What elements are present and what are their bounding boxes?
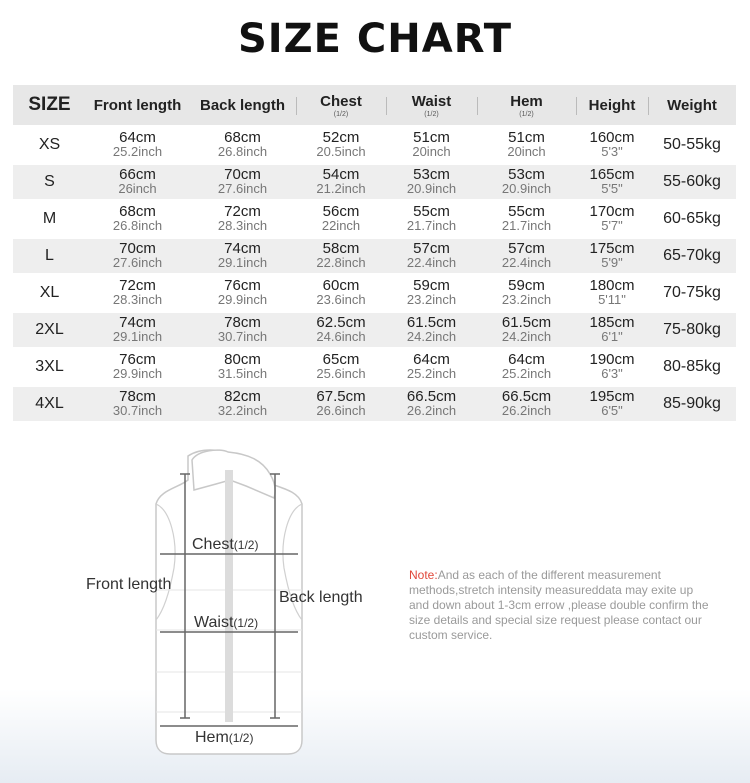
cm-value: 70cm	[119, 240, 156, 257]
table-row	[13, 165, 736, 199]
note-key: Note:	[409, 568, 438, 582]
inch-value: 25.2inch	[406, 366, 457, 381]
cm-value: 70cm	[224, 166, 261, 183]
cm-value: 78cm	[119, 388, 156, 405]
cm-value: 74cm	[119, 314, 156, 331]
inch-value: 23.6inch	[316, 292, 366, 307]
header-back-length: Back length	[189, 85, 296, 125]
cm-value: 76cm	[224, 277, 261, 294]
waist-label-text: Waist	[194, 614, 234, 631]
inch-value: 25.2inch	[501, 366, 552, 381]
inch-value: 26.2inch	[501, 403, 552, 418]
front-length-cell	[86, 165, 189, 199]
front-length-cell	[86, 387, 189, 421]
inch-value: 21.7inch	[406, 218, 457, 233]
feet-value: 5'3"	[601, 144, 623, 159]
chest-cell	[296, 128, 386, 162]
size-cell: XS	[38, 136, 61, 153]
feet-value: 6'1"	[601, 329, 623, 344]
height-cell	[576, 387, 648, 421]
table-row	[13, 387, 736, 421]
inch-value: 21.7inch	[501, 218, 552, 233]
hem-cell	[477, 313, 576, 347]
table-row	[13, 313, 736, 347]
inch-value: 29.9inch	[217, 292, 268, 307]
front-length-cell	[86, 239, 189, 273]
header-hem-sub: (1/2)	[519, 110, 534, 118]
cm-value: 57cm	[413, 240, 450, 257]
cm-value: 68cm	[119, 203, 156, 220]
front-length-cell	[86, 128, 189, 162]
cm-value: 51cm	[413, 129, 450, 146]
cm-value: 53cm	[413, 166, 450, 183]
inch-value: 20.5inch	[316, 144, 366, 159]
inch-value: 22.8inch	[316, 255, 366, 270]
back-length-cell	[189, 128, 296, 162]
cm-value: 61.5cm	[501, 314, 552, 331]
inch-value: 24.2inch	[501, 329, 552, 344]
cm-value: 72cm	[224, 203, 261, 220]
cm-value: 64cm	[119, 129, 156, 146]
table-row	[13, 239, 736, 273]
cm-value: 66.5cm	[406, 388, 457, 405]
inch-value: 29.1inch	[217, 255, 268, 270]
front-length-cell	[86, 313, 189, 347]
cm-value: 82cm	[224, 388, 261, 405]
height-cell	[576, 239, 648, 273]
chest-cell	[296, 350, 386, 384]
back-length-cell	[189, 276, 296, 310]
chest-label-half: (1/2)	[233, 538, 259, 552]
cm-value: 62.5cm	[316, 314, 366, 331]
inch-value: 22.4inch	[501, 255, 552, 270]
cm-value: 68cm	[224, 129, 261, 146]
back-length-cell	[189, 387, 296, 421]
waist-cell	[386, 350, 477, 384]
inch-value: 21.2inch	[316, 181, 366, 196]
header-height: Height	[576, 85, 648, 125]
inch-value: 30.7inch	[217, 329, 268, 344]
weight-cell: 60-65kg	[663, 210, 721, 227]
cm-value: 185cm	[589, 314, 635, 331]
cm-value: 78cm	[224, 314, 261, 331]
cm-value: 195cm	[589, 388, 635, 405]
hem-cell	[477, 387, 576, 421]
front-length-label: Front length	[86, 576, 172, 593]
hem-label	[195, 729, 253, 747]
header-waist	[386, 85, 477, 125]
feet-value: 5'11"	[598, 292, 626, 307]
inch-value: 20inch	[412, 144, 451, 159]
inch-value: 32.2inch	[217, 403, 268, 418]
cm-value: 54cm	[322, 166, 360, 183]
cm-value: 175cm	[589, 240, 635, 257]
back-length-cell	[189, 313, 296, 347]
feet-value: 5'9"	[601, 255, 623, 270]
cm-value: 59cm	[413, 277, 450, 294]
cm-value: 170cm	[589, 203, 635, 220]
hem-cell	[477, 128, 576, 162]
cm-value: 67.5cm	[316, 388, 366, 405]
size-cell: 2XL	[13, 313, 86, 347]
cm-value: 55cm	[508, 203, 545, 220]
header-front-length: Front length	[86, 85, 189, 125]
cm-value: 60cm	[322, 277, 360, 294]
back-length-cell	[189, 202, 296, 236]
height-cell	[576, 165, 648, 199]
hem-label-text: Hem	[195, 729, 229, 746]
waist-cell	[386, 165, 477, 199]
inch-value: 27.6inch	[217, 181, 268, 196]
weight-cell: 85-90kg	[648, 387, 736, 421]
inch-value: 28.3inch	[112, 292, 163, 307]
size-cell: S	[13, 165, 86, 199]
cm-value: 53cm	[508, 166, 545, 183]
height-cell	[576, 128, 648, 162]
hem-cell	[477, 350, 576, 384]
front-length-cell	[86, 202, 189, 236]
cm-value: 74cm	[224, 240, 261, 257]
zipper	[225, 470, 233, 722]
inch-value: 24.2inch	[406, 329, 457, 344]
size-cell: XL	[39, 284, 60, 301]
table-header-row	[13, 85, 736, 125]
feet-value: 6'5"	[601, 403, 623, 418]
hem-label-half: (1/2)	[228, 731, 254, 745]
header-chest	[296, 85, 386, 125]
inch-value: 28.3inch	[217, 218, 268, 233]
waist-cell	[386, 202, 477, 236]
inch-value: 30.7inch	[112, 403, 163, 418]
waist-cell	[386, 276, 477, 310]
cm-value: 58cm	[322, 240, 360, 257]
feet-value: 6'3"	[601, 366, 623, 381]
header-hem-label: Hem	[510, 92, 543, 110]
chest-label-text: Chest	[192, 536, 234, 553]
inch-value: 23.2inch	[406, 292, 457, 307]
weight-cell: 65-70kg	[648, 239, 736, 273]
table-row	[13, 202, 736, 236]
inch-value: 27.6inch	[112, 255, 163, 270]
size-table	[13, 82, 736, 424]
waist-cell	[386, 239, 477, 273]
inch-value: 25.2inch	[112, 144, 163, 159]
size-cell: L	[13, 239, 86, 273]
size-cell: 4XL	[13, 387, 86, 421]
chest-cell	[296, 239, 386, 273]
size-cell: M	[42, 210, 57, 227]
cm-value: 61.5cm	[406, 314, 457, 331]
feet-value: 5'7"	[601, 218, 623, 233]
feet-value: 5'5"	[601, 181, 623, 196]
inch-value: 26.8inch	[112, 218, 163, 233]
front-length-cell	[86, 350, 189, 384]
inch-value: 31.5inch	[217, 366, 268, 381]
chest-cell	[296, 387, 386, 421]
cm-value: 66cm	[119, 166, 156, 183]
waist-cell	[386, 387, 477, 421]
height-cell	[576, 276, 648, 310]
inch-value: 22inch	[321, 218, 361, 233]
inch-value: 29.1inch	[112, 329, 163, 344]
height-cell	[576, 202, 648, 236]
cm-value: 65cm	[322, 351, 360, 368]
hem-cell	[477, 276, 576, 310]
inch-value: 24.6inch	[316, 329, 366, 344]
header-size: SIZE	[13, 85, 86, 125]
measurement-note	[409, 568, 709, 643]
table-row	[13, 350, 736, 384]
cm-value: 180cm	[589, 277, 635, 294]
cm-value: 160cm	[589, 129, 635, 146]
cm-value: 56cm	[322, 203, 360, 220]
chest-label	[192, 536, 258, 554]
weight-cell: 55-60kg	[648, 165, 736, 199]
height-cell	[576, 313, 648, 347]
cm-value: 64cm	[508, 351, 545, 368]
inch-value: 22.4inch	[406, 255, 457, 270]
inch-value: 26inch	[118, 181, 157, 196]
cm-value: 72cm	[119, 277, 156, 294]
inch-value: 25.6inch	[316, 366, 366, 381]
weight-cell: 80-85kg	[663, 358, 721, 375]
inch-value: 29.9inch	[112, 366, 163, 381]
waist-label	[194, 614, 258, 632]
inch-value: 23.2inch	[501, 292, 552, 307]
cm-value: 165cm	[589, 166, 635, 183]
table-row	[13, 276, 736, 310]
back-length-cell	[189, 239, 296, 273]
weight-cell: 75-80kg	[648, 313, 736, 347]
cm-value: 51cm	[508, 129, 545, 146]
chest-cell	[296, 313, 386, 347]
inch-value: 20.9inch	[501, 181, 552, 196]
back-length-cell	[189, 165, 296, 199]
header-chest-label: Chest	[320, 92, 362, 110]
weight-cell: 50-55kg	[663, 136, 721, 153]
cm-value: 59cm	[508, 277, 545, 294]
cm-value: 190cm	[589, 351, 635, 368]
vest-diagram	[70, 440, 410, 760]
inch-value: 26.2inch	[406, 403, 457, 418]
back-length-cell	[189, 350, 296, 384]
chest-cell	[296, 276, 386, 310]
page-title: SIZE CHART	[237, 16, 513, 62]
inch-value: 26.6inch	[316, 403, 366, 418]
hem-cell	[477, 202, 576, 236]
header-waist-sub: (1/2)	[424, 110, 439, 118]
front-length-cell	[86, 276, 189, 310]
size-cell: 3XL	[35, 358, 64, 375]
height-cell	[576, 350, 648, 384]
inch-value: 26.8inch	[217, 144, 268, 159]
inch-value: 20.9inch	[406, 181, 457, 196]
table-row	[13, 128, 736, 162]
chest-cell	[296, 165, 386, 199]
waist-cell	[386, 128, 477, 162]
cm-value: 57cm	[508, 240, 545, 257]
weight-cell: 70-75kg	[663, 284, 721, 301]
cm-value: 55cm	[413, 203, 450, 220]
hem-cell	[477, 165, 576, 199]
header-waist-label: Waist	[411, 92, 452, 110]
waist-label-half: (1/2)	[233, 616, 259, 630]
cm-value: 76cm	[119, 351, 156, 368]
cm-value: 80cm	[224, 351, 261, 368]
waist-cell	[386, 313, 477, 347]
header-hem	[477, 85, 576, 125]
inch-value: 20inch	[507, 144, 546, 159]
header-chest-sub: (1/2)	[333, 110, 349, 118]
hem-cell	[477, 239, 576, 273]
cm-value: 64cm	[413, 351, 450, 368]
cm-value: 52cm	[322, 129, 360, 146]
chest-cell	[296, 202, 386, 236]
header-weight: Weight	[648, 85, 736, 125]
back-length-label: Back length	[279, 589, 363, 606]
note-text: And as each of the different measurement methods,stretch intensity measureddata may exite up and down about 1-3cm errow ,please double confirm the size details and special size request please contact our custom service.	[409, 568, 709, 642]
cm-value: 66.5cm	[501, 388, 552, 405]
